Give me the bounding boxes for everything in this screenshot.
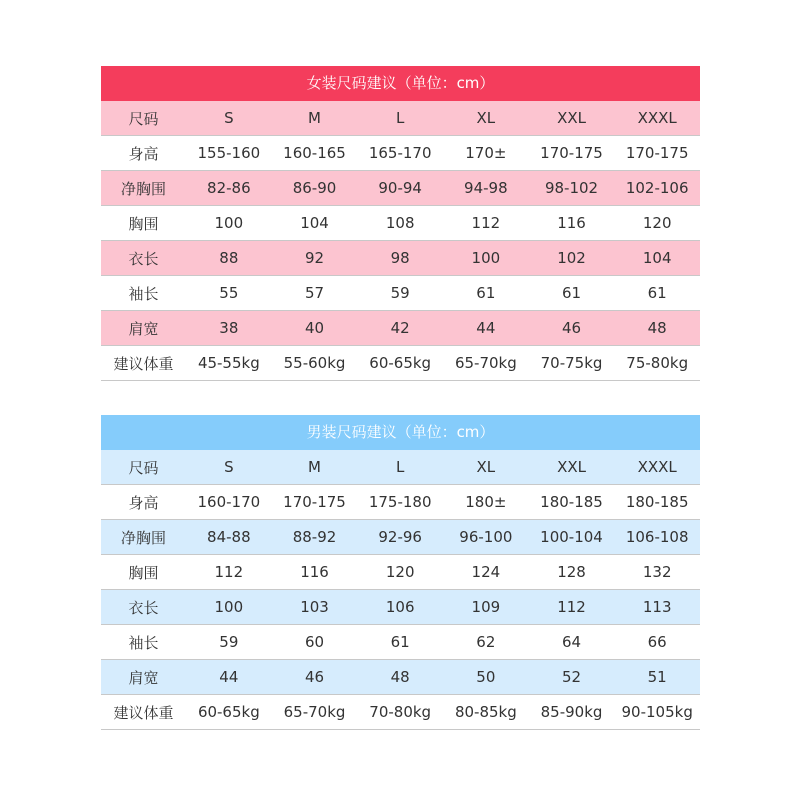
table-cell: 100 (471, 249, 501, 267)
table-cell: 94-98 (464, 179, 508, 197)
table-cell: 70-75kg (540, 354, 603, 372)
size-header-cell: L (396, 458, 405, 476)
table-cell: 112 (471, 214, 501, 232)
row-label: 衣长 (128, 598, 159, 617)
row-label: 胸围 (128, 214, 159, 233)
size-header-cell: S (224, 458, 234, 476)
men-table-title: 男装尺码建议（单位：cm） (101, 415, 700, 450)
size-header-cell: XXXL (637, 458, 677, 476)
table-cell: 60-65kg (197, 703, 260, 721)
table-cell: 59 (219, 633, 239, 651)
table-cell: 45-55kg (197, 354, 260, 372)
table-cell: 52 (561, 668, 582, 686)
size-header-cell: XL (476, 458, 496, 476)
table-cell: 64 (561, 633, 582, 651)
table-cell: 61 (561, 284, 582, 302)
table-cell: 112 (557, 598, 586, 616)
table-cell: 51 (647, 668, 667, 686)
table-cell: 48 (647, 319, 667, 337)
table-cell: 61 (390, 633, 410, 651)
table-row (101, 695, 700, 730)
row-label: 建议体重 (113, 703, 174, 722)
row-label: 肩宽 (128, 319, 159, 338)
women-size-table (101, 66, 700, 381)
table-cell: 165-170 (368, 144, 432, 162)
table-cell: 108 (385, 214, 415, 232)
table-cell: 104 (642, 249, 672, 267)
table-cell: 55 (219, 284, 239, 302)
table-cell: 106 (385, 598, 415, 616)
row-label: 净胸围 (120, 528, 166, 547)
row-label: 袖长 (128, 284, 159, 303)
table-cell: 44 (219, 668, 239, 686)
table-cell: 62 (476, 633, 496, 651)
table-cell: 116 (557, 214, 586, 232)
women-table-title: 女装尺码建议（单位：cm） (101, 66, 700, 101)
table-cell: 60-65kg (369, 354, 432, 372)
table-cell: 65-70kg (283, 703, 346, 721)
table-cell: 170-175 (625, 144, 689, 162)
table-cell: 46 (304, 668, 325, 686)
table-cell: 113 (642, 598, 672, 616)
table-cell: 112 (214, 563, 244, 581)
table-row (101, 520, 700, 555)
table-cell: 84-88 (207, 528, 251, 546)
row-label: 肩宽 (128, 668, 159, 687)
table-cell: 102 (557, 249, 586, 267)
table-row (101, 136, 700, 171)
table-cell: 50 (476, 668, 496, 686)
row-label: 身高 (128, 144, 159, 163)
table-cell: 59 (390, 284, 410, 302)
table-cell: 66 (647, 633, 667, 651)
table-cell: 44 (476, 319, 496, 337)
table-cell: 48 (390, 668, 410, 686)
table-cell: 96-100 (459, 528, 513, 546)
table-cell: 104 (300, 214, 329, 232)
table-cell: 80-85kg (454, 703, 517, 721)
table-cell: 170± (465, 144, 507, 162)
table-cell: 175-180 (368, 493, 432, 511)
table-cell: 103 (300, 598, 329, 616)
table-cell: 170-175 (283, 493, 346, 511)
table-cell: 160-170 (197, 493, 261, 511)
table-row (101, 206, 700, 241)
table-row (101, 171, 700, 206)
table-cell: 116 (300, 563, 329, 581)
size-header-cell: M (308, 109, 321, 127)
table-row (101, 590, 700, 625)
table-cell: 42 (390, 319, 410, 337)
table-row (101, 485, 700, 520)
table-cell: 46 (561, 319, 582, 337)
table-cell: 65-70kg (454, 354, 517, 372)
table-cell: 98-102 (544, 179, 599, 197)
table-cell: 180-185 (625, 493, 689, 511)
table-cell: 109 (471, 598, 501, 616)
table-cell: 106-108 (625, 528, 689, 546)
table-cell: 70-80kg (369, 703, 432, 721)
table-cell: 92 (304, 249, 325, 267)
row-label: 建议体重 (113, 354, 174, 373)
table-cell: 40 (304, 319, 325, 337)
table-cell: 86-90 (292, 179, 337, 197)
table-cell: 61 (647, 284, 667, 302)
table-cell: 100 (214, 214, 244, 232)
table-row (101, 625, 700, 660)
table-cell: 88 (219, 249, 239, 267)
table-cell: 85-90kg (540, 703, 603, 721)
table-cell: 170-175 (540, 144, 603, 162)
size-header-cell: XXL (557, 109, 586, 127)
size-header-cell: XXL (557, 458, 586, 476)
table-row (101, 241, 700, 276)
table-row (101, 311, 700, 346)
table-cell: 88-92 (292, 528, 337, 546)
row-label: 身高 (128, 493, 159, 512)
table-cell: 120 (385, 563, 415, 581)
size-header-cell: XL (476, 109, 496, 127)
table-cell: 57 (304, 284, 325, 302)
table-cell: 102-106 (625, 179, 689, 197)
table-cell: 75-80kg (626, 354, 689, 372)
table-row (101, 346, 700, 381)
size-header-cell: XXXL (637, 109, 677, 127)
table-cell: 100-104 (540, 528, 603, 546)
row-label: 尺码 (128, 109, 159, 128)
table-cell: 128 (557, 563, 586, 581)
table-cell: 90-105kg (621, 703, 693, 721)
size-header-cell: M (308, 458, 321, 476)
table-cell: 124 (471, 563, 501, 581)
table-cell: 98 (390, 249, 410, 267)
table-cell: 180-185 (540, 493, 603, 511)
table-cell: 60 (304, 633, 325, 651)
table-row (101, 101, 700, 136)
table-cell: 38 (219, 319, 239, 337)
table-cell: 61 (476, 284, 496, 302)
table-cell: 100 (214, 598, 244, 616)
table-cell: 160-165 (283, 144, 346, 162)
table-cell: 92-96 (378, 528, 422, 546)
table-cell: 120 (642, 214, 672, 232)
table-cell: 90-94 (378, 179, 422, 197)
table-row (101, 555, 700, 590)
size-header-cell: L (396, 109, 405, 127)
table-cell: 55-60kg (283, 354, 346, 372)
table-row (101, 660, 700, 695)
row-label: 袖长 (128, 633, 159, 652)
size-header-cell: S (224, 109, 234, 127)
row-label: 衣长 (128, 249, 159, 268)
row-label: 尺码 (128, 458, 159, 477)
row-label: 胸围 (128, 563, 159, 582)
table-row (101, 276, 700, 311)
table-cell: 180± (465, 493, 507, 511)
table-cell: 132 (642, 563, 672, 581)
men-size-table (101, 415, 700, 730)
table-cell: 155-160 (197, 144, 261, 162)
table-row (101, 450, 700, 485)
row-label: 净胸围 (120, 179, 166, 198)
table-cell: 82-86 (207, 179, 251, 197)
